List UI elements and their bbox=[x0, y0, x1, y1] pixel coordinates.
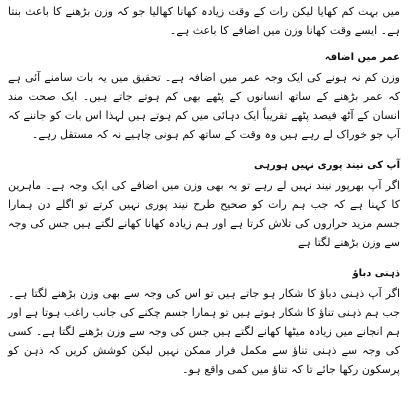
intro-paragraph: میں بہت کم کھایا لیکن رات کے وقت زیادہ کھانا کھالیا جو کہ وزن بڑھنے کا باعث بنتا ہے۔ ایسے وقت کھانا وزن میں اضافے کا باعث ہے۔ bbox=[8, 5, 400, 37]
section-heading-sleep: آپ کی نیند پوری نہیں ہورہی bbox=[253, 160, 400, 171]
section-heading-stress: ذہنی دباؤ bbox=[352, 268, 400, 279]
spacer bbox=[8, 40, 400, 48]
section-heading-age: عمر میں اضافہ bbox=[324, 52, 400, 63]
spacer bbox=[8, 144, 400, 156]
section-body-sleep: اگر آپ بھرپور نیند نہیں لے رہے تو یہ بھی وزن میں اضافے کی ایک وجہ ہے۔ ماہرین کا کہنا ہے کہ جب ہم رات کو صحیح طرح نیند پوری نہیں کرتے تو اگلے دن ہمارا جسم مزید حراروں کی تلاش کرتا ہے اور ہم زیادہ کھانا کھانے لگتے ہیں جس کی وجہ سے وزن بڑھنے لگتا ہے bbox=[8, 179, 400, 249]
section-body-stress: اگر آپ ذہنی دباؤ کا شکار ہو جاتے ہیں تو اس کی وجہ سے بھی وزن بڑھنے لگتا ہے۔ جب ہم ذہنی تناؤ کا شکار ہوتے ہیں تو ہمارا جسم چکنے کی جانب راغب ہوتا ہے اور ہم انجانے میں زیادہ میٹھا کھانے لگتے ہیں جس کی وجہ سے وزن بڑھنے لگتا ہے۔ کسی کی وجہ سے ذہنی تناؤ سے مکمل فرار ممکن نہیں لیکن کوشش کریں کہ ذہن کو پرسکون رکھا جائے تا کہ تناؤ میں کمی واقع ہو۔ bbox=[8, 287, 400, 376]
section-body-age: وزن کم نہ ہونے کی ایک وجہ عمر میں اضافہ ہے۔ تحقیق میں یہ بات سامنے آئی ہے کہ عمر بڑھنے کے ساتھ انسانوں کے پٹھے بھی کم ہوتے جاتے ہیں۔ ایک صحت مند انسان کے آٹھ فیصد پٹھے تقریباً ایک دہائی میں کم ہوتے ہیں لہذا اس بات کو جاننے کہ آپ جو خوراک لے رہے ہیں وہ وقت کے ساتھ کم ہونی چاہیے نہ کہ مستقل رہے۔ bbox=[8, 71, 400, 141]
spacer bbox=[8, 252, 400, 264]
